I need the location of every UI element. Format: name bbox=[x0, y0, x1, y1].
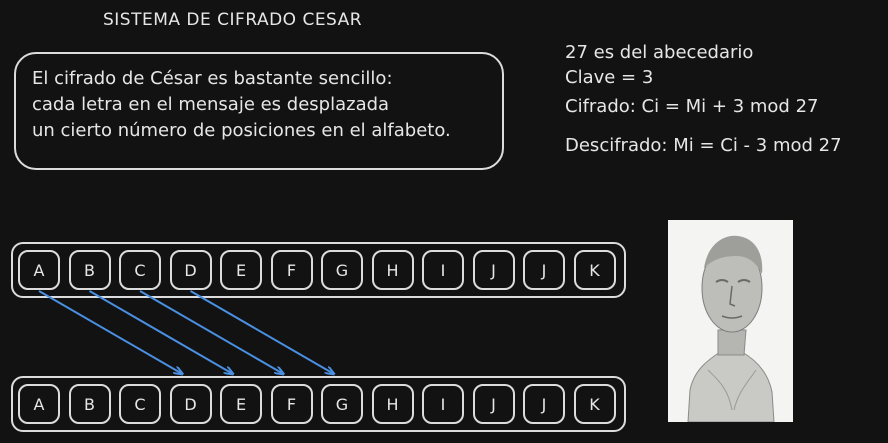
shift-arrow-b bbox=[90, 291, 234, 374]
alphabet-size-note: 27 es del abecedario bbox=[565, 42, 754, 63]
plain-cell-j: J bbox=[523, 250, 565, 290]
cipher-cell-g: G bbox=[321, 384, 363, 424]
plain-cell-f: F bbox=[271, 250, 313, 290]
cipher-cell-d: D bbox=[170, 384, 212, 424]
cipher-cell-f: F bbox=[271, 384, 313, 424]
shift-arrow-d bbox=[191, 291, 335, 374]
cipher-alphabet-row bbox=[11, 376, 626, 432]
cipher-cell-k: K bbox=[574, 384, 616, 424]
cipher-cell-a: A bbox=[18, 384, 60, 424]
plain-cell-d: D bbox=[170, 250, 212, 290]
plain-cell-c: C bbox=[119, 250, 161, 290]
description-line-2: cada letra en el mensaje es desplazada bbox=[32, 94, 390, 115]
plain-cell-i: I bbox=[422, 250, 464, 290]
plain-cell-g: G bbox=[321, 250, 363, 290]
encrypt-formula: Cifrado: Ci = Mi + 3 mod 27 bbox=[565, 96, 819, 117]
plain-cell-a: A bbox=[18, 250, 60, 290]
cipher-cell-j: J bbox=[523, 384, 565, 424]
caesar-bust-portrait bbox=[668, 220, 793, 422]
shift-arrow-a bbox=[39, 291, 183, 374]
decrypt-formula: Descifrado: Mi = Ci - 3 mod 27 bbox=[565, 135, 842, 156]
plain-alphabet-row bbox=[11, 242, 626, 298]
cipher-cell-b: B bbox=[69, 384, 111, 424]
plain-cell-j: J bbox=[473, 250, 515, 290]
diagram-title: SISTEMA DE CIFRADO CESAR bbox=[103, 10, 363, 30]
cipher-cell-c: C bbox=[119, 384, 161, 424]
cipher-cell-j: J bbox=[473, 384, 515, 424]
plain-cell-b: B bbox=[69, 250, 111, 290]
plain-cell-k: K bbox=[574, 250, 616, 290]
cipher-cell-e: E bbox=[220, 384, 262, 424]
cipher-cell-h: H bbox=[372, 384, 414, 424]
plain-cell-h: H bbox=[372, 250, 414, 290]
shift-arrow-c bbox=[140, 291, 284, 374]
description-line-1: El cifrado de César es bastante sencillo: bbox=[32, 68, 393, 89]
cipher-cell-i: I bbox=[422, 384, 464, 424]
plain-cell-e: E bbox=[220, 250, 262, 290]
key-note: Clave = 3 bbox=[565, 67, 654, 88]
description-line-3: un cierto número de posiciones en el alfabeto. bbox=[32, 120, 451, 141]
